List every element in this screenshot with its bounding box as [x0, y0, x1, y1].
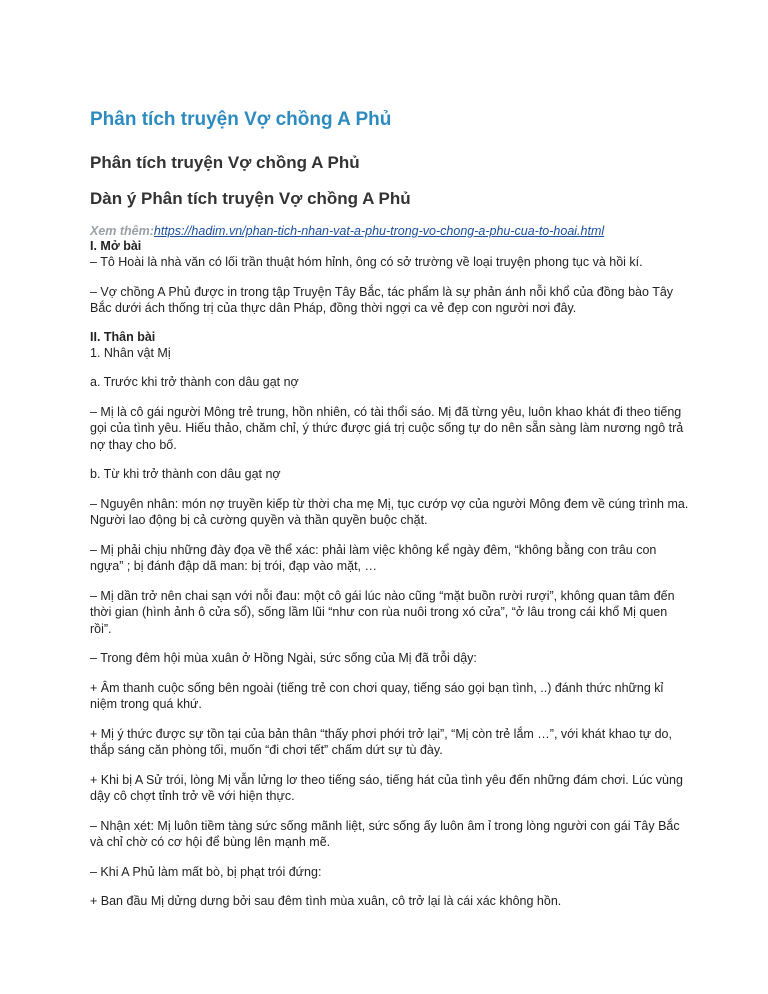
paragraph: – Nhận xét: Mị luôn tiềm tàng sức sống mãnh liệt, sức sống ấy luôn âm ỉ trong lòng người con gái Tây Bắc và chỉ chờ có cơ hội để bùng lên mạnh mẽ.: [90, 818, 680, 849]
section-intro-heading: I. Mở bài: [90, 239, 142, 253]
document-subtitle: Phân tích truyện Vợ chồng A Phủ: [90, 153, 360, 172]
document-page: [90, 108, 690, 910]
document-title: Phân tích truyện Vợ chồng A Phủ: [90, 109, 392, 130]
paragraph: – Mị dần trở nên chai sạn với nỗi đau: một cô gái lúc nào cũng “mặt buồn rười rượi”, không quan tâm đến thời gian (hình ảnh ô cửa sổ), sống lầm lũi “như con rùa nuôi trong xó cửa”, “ở lâu trong cái khổ Mị quen rồi”.: [90, 588, 675, 636]
section-body-heading: II. Thân bài: [90, 329, 156, 344]
paragraph: – Khi A Phủ làm mất bò, bị phạt trói đứng:: [90, 864, 322, 879]
paragraph: + Mị ý thức được sự tồn tại của bản thân “thấy phơi phới trở lại”, “Mị còn trẻ lắm …”, với khát khao tự do, thắp sáng căn phòng tối, muốn “đi chơi tết” chấm dứt sự tù đày.: [90, 726, 672, 757]
paragraph: – Nguyên nhân: món nợ truyền kiếp từ thời cha mẹ Mị, tục cướp vợ của người Mông đem về cúng trình ma. Người lao động bị cả cường quyền và thần quyền buộc chặt.: [90, 496, 689, 527]
paragraph: – Mị phải chịu những đày đọa về thể xác: phải làm việc không kể ngày đêm, “không bằng con trâu con ngựa” ; bị đánh đập dã man: bị trói, đạp vào mặt, …: [90, 542, 657, 573]
paragraph: + Ban đầu Mị dửng dưng bởi sau đêm tình mùa xuân, cô trở lại là cái xác không hồn.: [90, 894, 562, 908]
paragraph: + Khi bị A Sử trói, lòng Mị vẫn lửng lơ theo tiếng sáo, tiếng hát của tình yêu đến những đám chơi. Lúc vùng dậy cô chợt tỉnh trở về với hiện thực.: [90, 772, 683, 803]
outline-title: Dàn ý Phân tích truyện Vợ chồng A Phủ: [90, 189, 411, 208]
subsection-heading: 1. Nhân vật Mị: [90, 345, 171, 360]
paragraph: – Mị là cô gái người Mông trẻ trung, hồn nhiên, có tài thổi sáo. Mị đã từng yêu, luôn khao khát đi theo tiếng gọi của tình yêu. Hiếu thảo, chăm chỉ, ý thức được giá trị cuộc sống tự do nên sẵn sàng làm nương ngô trả nợ thay cho bố.: [90, 404, 684, 452]
subsection-a-heading: a. Trước khi trở thành con dâu gạt nợ: [90, 375, 299, 389]
see-more-link[interactable]: https://hadim.vn/phan-tich-nhan-vat-a-phu-trong-vo-chong-a-phu-cua-to-hoai.html: [153, 224, 605, 238]
see-more-line: [90, 224, 690, 239]
paragraph: + Âm thanh cuộc sống bên ngoài (tiếng trẻ con chơi quay, tiếng sáo gọi bạn tình, ..) đánh thức những kỉ niệm trong quá khứ.: [90, 680, 664, 711]
see-more-label: Xem thêm:: [90, 224, 154, 238]
paragraph: – Vợ chồng A Phủ được in trong tập Truyện Tây Bắc, tác phẩm là sự phản ánh nỗi khổ của đồng bào Tây Bắc dưới ách thống trị của thực dân Pháp, đồng thời ngợi ca vẻ đẹp con người nơi đây.: [90, 284, 674, 315]
paragraph: – Trong đêm hội mùa xuân ở Hồng Ngài, sức sống của Mị đã trỗi dậy:: [90, 651, 477, 665]
paragraph: – Tô Hoài là nhà văn có lối trần thuật hóm hỉnh, ông có sở trường về loại truyện phong tục và hồi kí.: [90, 255, 643, 269]
subsection-b-heading: b. Từ khi trở thành con dâu gạt nợ: [90, 467, 281, 481]
